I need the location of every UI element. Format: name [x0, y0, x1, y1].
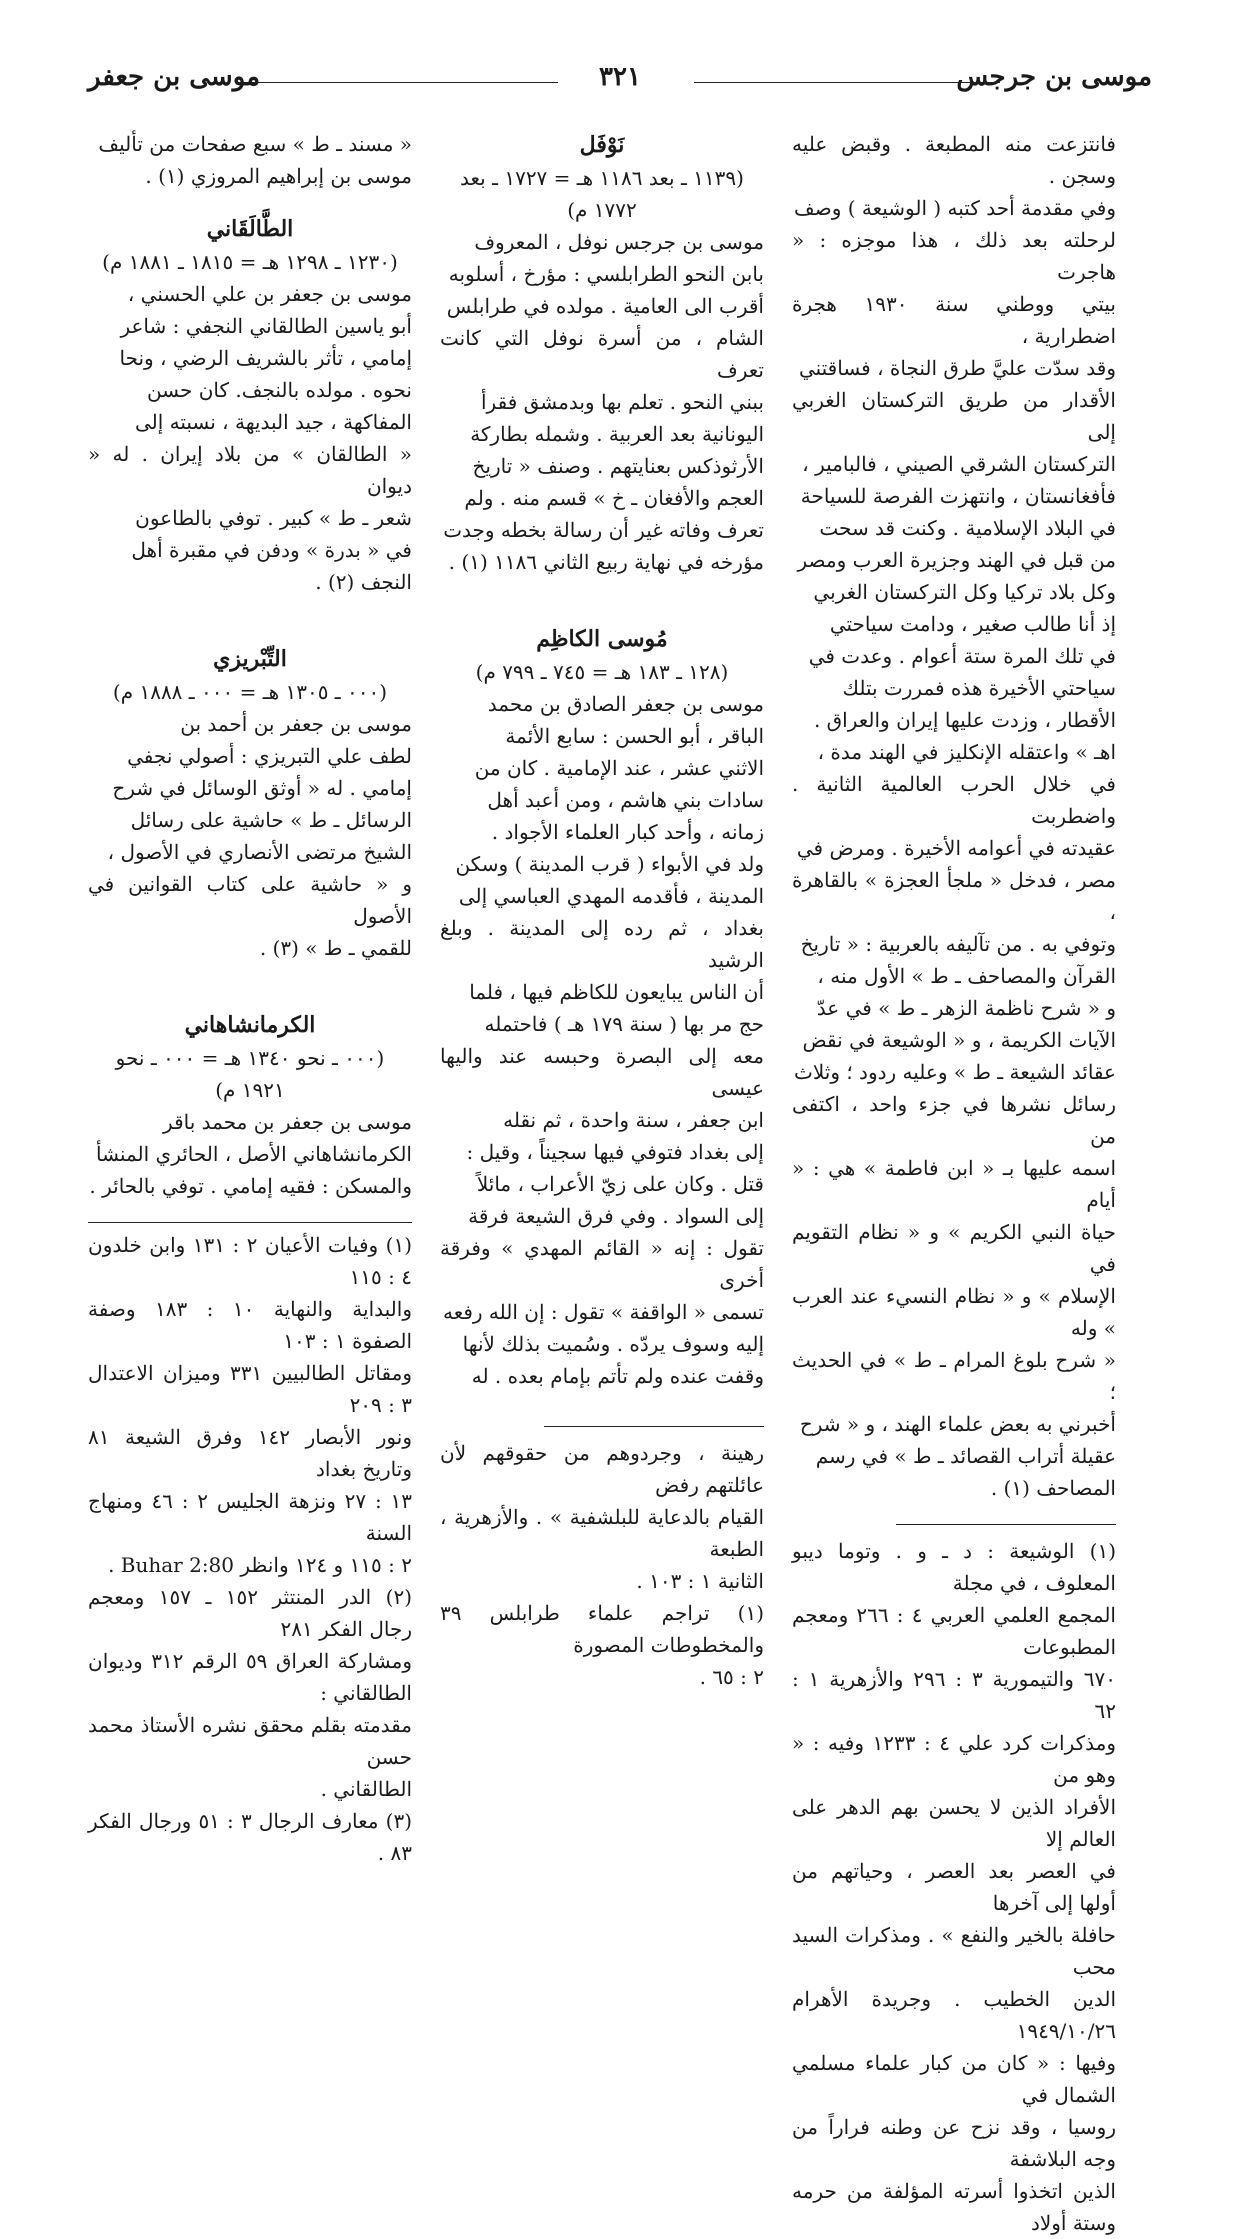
text-line: اهـ » واعتقله الإنكليز في الهند مدة ، [817, 740, 1116, 764]
footnote-line: ومذكرات كرد علي ٤ : ١٢٣٣ وفيه : « وهو من [792, 1731, 1116, 1787]
entry-dates: (٠٠٠ ـ نحو ١٣٤٠ هـ = ٠٠٠ ـ نحو [115, 1046, 385, 1070]
left-footnotes [88, 1222, 412, 1869]
text-line: مصر ، فدخل « ملجأ العجزة » بالقاهرة ، [792, 868, 1116, 924]
footnote-line: (١) الوشيعة : د ـ و . وتوما ديبو المعلوف ، في مجلة [792, 1539, 1116, 1595]
text-line: الأرثوذكس بعنايتهم . وصنف « تاريخ [472, 454, 764, 478]
text-line: المفاكهة ، جيد البديهة ، نسبته إلى [134, 410, 412, 434]
right-footnotes [792, 1535, 1116, 2239]
text-line: أقرب الى العامية . مولده في طرابلس [446, 294, 764, 318]
text-line: اليونانية بعد العربية . وشمله بطاركة [470, 422, 764, 446]
text-line: حج مر بها ( سنة ١٧٩ هـ ) فاحتمله [484, 1012, 764, 1036]
footnote-line: مقدمته بقلم محقق نشره الأستاذ محمد حسن [88, 1713, 412, 1769]
text-line: عقائد الشيعة ـ ط » وعليه ردود ؛ وثلاث [793, 1060, 1116, 1084]
text-line: الشام ، من أسرة نوفل التي كانت تعرف [440, 326, 764, 382]
footnote-line: رهينة ، وجردوهم من حقوقهم لأن عائلتهم رفض [440, 1441, 764, 1497]
text-line: الباقر ، أبو الحسن : سابع الأئمة [505, 724, 764, 748]
text-line: « شرح بلوغ المرام ـ ط » في الحديث ؛ [792, 1348, 1116, 1404]
text-line: « مسند ـ ط » سبع صفحات من تأليف [98, 132, 412, 156]
entry-title: الكرمانشاهاني [184, 1012, 316, 1038]
middle-column [440, 128, 764, 1693]
entry-body [88, 128, 412, 192]
footnote-rule [896, 1524, 1116, 1525]
text-line: في « بدرة » ودفن في مقبرة أهل [131, 538, 412, 562]
text-line: وقفت عنده ولم تأتم بإمام بعده . له [471, 1364, 764, 1388]
text-line: وقد سدّت عليَّ طرق النجاة ، فساقتني [798, 356, 1116, 380]
text-line: إلى بغداد فتوفي فيها سجيناً ، وقيل : [466, 1140, 764, 1164]
entry-body [88, 708, 412, 964]
footnote-line: وفيها : « كان من كبار علماء مسلمي الشمال في [792, 2051, 1116, 2107]
text-line: وتوفي به . من تآليفه بالعربية : « تاريخ [800, 932, 1116, 956]
entry-body [88, 278, 412, 598]
entry-title: الطَّالَقَاني [206, 216, 294, 242]
entry-body [440, 226, 764, 578]
text-line: القرآن والمصاحف ـ ط » الأول منه ، [817, 964, 1116, 988]
text-line: بغداد ، ثم رده إلى المدينة . وبلغ الرشيد [440, 916, 764, 972]
text-line: سياحتي الأخيرة هذه فمررت بتلك [842, 676, 1116, 700]
right-column-body [792, 128, 1116, 1504]
text-line: ابن جعفر ، سنة واحدة ، ثم نقله [503, 1108, 764, 1132]
footnote-line: الأفراد الذين لا يحسن بهم الدهر على العالم إلا [792, 1795, 1116, 1851]
footnote-line: القيام بالدعاية للبلشفية » . والأزهرية ، الطبعة [440, 1505, 764, 1561]
text-line: والمسكن : فقيه إمامي . توفي بالحائر . [89, 1174, 412, 1198]
text-line: لطف علي التبريزي : أصولي نجفي [127, 744, 412, 768]
text-line: الشيخ مرتضى الأنصاري في الأصول ، [107, 840, 412, 864]
footnote-line: ومقاتل الطالبيين ٣٣١ وميزان الاعتدال ٣ : ٢٠٩ [88, 1361, 412, 1417]
header-rule-left [240, 82, 558, 83]
entry-body [440, 688, 764, 1392]
footnote-line: الثانية ١ : ١٠٣ . [636, 1569, 764, 1593]
text-line: موسى بن جعفر الصادق بن محمد [487, 692, 764, 716]
text-line: الأقدار من طريق التركستان الغربي إلى [792, 388, 1116, 444]
text-line: من قبل في الهند وجزيرة العرب ومصر [797, 548, 1116, 572]
text-line: موسى بن جعفر بن محمد باقر [163, 1110, 412, 1134]
entry-title: نَوْفَل [579, 132, 625, 158]
entry-dates: (١١٣٩ ـ بعد ١١٨٦ هـ = ١٧٢٧ ـ بعد [460, 166, 744, 190]
text-line: في تلك المرة ستة أعوام . وعدت في [808, 644, 1116, 668]
text-line: زمانه ، وأحد كبار العلماء الأجواد . [491, 820, 764, 844]
text-line: أخبرني به بعض علماء الهند ، و « شرح [799, 1412, 1116, 1436]
text-line: للقمي ـ ط » (٣) . [259, 936, 412, 960]
page-number: ٣٢١ [599, 62, 641, 92]
text-line: النجف (٢) . [315, 570, 412, 594]
text-line: تعرف وفاته غير أن رسالة بخطه وجدت [443, 518, 764, 542]
text-line: وكل بلاد تركيا وكل التركستان الغربي [813, 580, 1116, 604]
text-line: تسمى « الواقفة » تقول : إن الله رفعه [442, 1300, 764, 1324]
text-line: عقيلة أتراب القصائد ـ ط » في رسم [815, 1444, 1116, 1468]
entry-dates: (١٢٨ ـ ١٨٣ هـ = ٧٤٥ ـ ٧٩٩ م) [475, 660, 729, 684]
text-line: حياة النبي الكريم » و « نظام التقويم في [792, 1220, 1116, 1276]
text-line: الآيات الكريمة ، و « الوشيعة في نقض [802, 1028, 1116, 1052]
entry-dates: (٠٠٠ ـ ١٣٠٥ هـ = ٠٠٠ ـ ١٨٨٨ م) [112, 680, 388, 704]
text-line: موسى بن جرجس نوفل ، المعروف [474, 230, 764, 254]
text-line: معه إلى البصرة وحبسه عند واليها عيسى [440, 1044, 764, 1100]
text-line: الأقطار ، وزدت عليها إيران والعراق . [813, 708, 1116, 732]
text-line: الإسلام » و « نظام النسيء عند العرب » وله [792, 1284, 1116, 1340]
text-line: تقول : إنه « القائم المهدي » وفرقة أخرى [440, 1236, 764, 1292]
text-line: الاثني عشر ، عند الإمامية . كان من [474, 756, 764, 780]
text-line: الرسائل ـ ط » حاشية على رسائل [130, 808, 412, 832]
text-line: و « شرح ناظمة الزهر ـ ط » في عدّ [816, 996, 1116, 1020]
text-line: المصاحف (١) . [990, 1476, 1116, 1500]
entry-dates: (١٢٣٠ ـ ١٢٩٨ هـ = ١٨١٥ ـ ١٨٨١ م) [102, 250, 398, 274]
text-line: إذ أنا طالب صغير ، ودامت سياحتي [829, 612, 1116, 636]
text-line: فأفغانستان ، وانتهزت الفرصة للسياحة [800, 484, 1116, 508]
footnote-line: (١) وفيات الأعيان ٢ : ١٣١ وابن خلدون ٤ : ١١٥ [88, 1233, 413, 1289]
entry-title: مُوسى الكاظِم [536, 626, 668, 652]
text-line: سادات بني هاشم ، ومن أعبد أهل [487, 788, 764, 812]
text-line: في البلاد الإسلامية . وكنت قد سحت [819, 516, 1116, 540]
text-line: نحوه . مولده بالنجف. كان حسن [146, 378, 412, 402]
text-line: و « حاشية على كتاب القوانين في الأصول [88, 872, 412, 928]
right-column [792, 128, 1116, 2239]
footnote-line: (٣) معارف الرجال ٣ : ٥١ ورجال الفكر ٨٣ . [88, 1809, 412, 1865]
text-line: فانتزعت منه المطبعة . وقبض عليه وسجن . [792, 132, 1116, 188]
text-line: لرحلته بعد ذلك ، هذا موجزه : « هاجرت [792, 228, 1116, 284]
text-line: بيتي ووطني سنة ١٩٣٠ هجرة اضطرارية ، [792, 292, 1116, 348]
text-line: أبو ياسين الطالقاني النجفي : شاعر [120, 314, 412, 338]
footnote-line: الذين اتخذوا أسرته المؤلفة من حرمه وستة أولاد [792, 2179, 1116, 2235]
text-line: بابن النحو الطرابلسي : مؤرخ ، أسلوبه [448, 262, 764, 286]
text-line: العجم والأفغان ـ خ » قسم منه . ولم [464, 486, 764, 510]
middle-footnotes [440, 1597, 764, 1693]
footnote-line: حافلة بالخير والنفع » . ومذكرات السيد محب [792, 1923, 1116, 1979]
entry-title: التِّبْريزي [213, 646, 287, 672]
footnote-line: (١) تراجم علماء طرابلس ٣٩ والمخطوطات المصورة [440, 1601, 764, 1657]
text-line: في خلال الحرب العالمية الثانية . واضطربت [792, 772, 1116, 828]
text-line: مؤرخه في نهاية ربيع الثاني ١١٨٦ (١) . [448, 550, 764, 574]
text-line: موسى بن جعفر بن أحمد بن [180, 712, 412, 736]
text-line: إليه وسوف يردّه . وسُميت بذلك لأنها [462, 1332, 764, 1356]
text-line: ببني النحو . تعلم بها وبدمشق فقرأ [481, 390, 764, 414]
footnote-line: في العصر بعد العصر ، وحياتهم من أولها إلى آخرها [792, 1859, 1116, 1915]
entry-dates: ١٩٢١ م) [215, 1078, 285, 1102]
running-head-left: موسى بن جعفر [88, 62, 261, 92]
left-column [88, 128, 412, 1869]
page-header [88, 62, 1152, 98]
footnote-line: والبداية والنهاية ١٠ : ١٨٣ وصفة الصفوة ١ : ١٠٣ [88, 1297, 412, 1353]
footnote-line: ونور الأبصار ١٤٢ وفرق الشيعة ٨١ وتاريخ بغداد [88, 1425, 412, 1481]
text-line: شعر ـ ط » كبير . توفي بالطاعون [135, 506, 412, 530]
text-line: وفي مقدمة أحد كتبه ( الوشيعة ) وصف [794, 196, 1116, 220]
footnote-continuation [440, 1437, 764, 1597]
footnote-line: ٦٧٠ والتيمورية ٣ : ٢٩٦ والأزهرية ١ : ٦٢ [792, 1667, 1116, 1723]
text-line: رسائل نشرها في جزء واحد ، اكتفى من [792, 1092, 1116, 1148]
running-head-right: موسى بن جرجس [956, 62, 1152, 92]
text-line: إمامي ، تأثر بالشريف الرضي ، ونحا [119, 346, 412, 370]
footnote-line: ٢ : ١١٥ و ١٢٤ وانظر Buhar 2:80 . [108, 1553, 412, 1577]
footnote-line: المجمع العلمي العربي ٤ : ٢٦٦ ومعجم المطبوعات [792, 1603, 1116, 1659]
entry-dates: ١٧٧٢ م) [567, 198, 637, 222]
text-line: المدينة ، فأقدمه المهدي العباسي إلى [458, 884, 764, 908]
text-line: قتل . وكان على زيّ الأعراب ، مائلاً [476, 1172, 764, 1196]
text-line: « الطالقان » من بلاد إيران . له « ديوان [88, 442, 412, 498]
text-line: موسى بن إبراهيم المروزي (١) . [145, 164, 412, 188]
header-rule-right [694, 82, 1000, 83]
footnote-line: (٢) الدر المنتثر ١٥٢ ـ ١٥٧ ومعجم رجال الفكر ٢٨١ [88, 1585, 412, 1641]
text-line: موسى بن جعفر بن علي الحسني ، [127, 282, 412, 306]
text-line: اسمه عليها بـ « ابن فاطمة » هي : « أيام [792, 1156, 1116, 1212]
footnote-line: الدين الخطيب . وجريدة الأهرام ١٩٤٩/١٠/٢٦ [792, 1987, 1116, 2043]
footnote-line: ١٣ : ٢٧ ونزهة الجليس ٢ : ٤٦ ومنهاج السنة [88, 1489, 412, 1545]
footnote-line: ٢ : ٦٥ . [699, 1665, 764, 1689]
text-line: ولد في الأبواء ( قرب المدينة ) وسكن [455, 852, 764, 876]
entry-body [88, 1106, 412, 1202]
text-line: إلى السواد . وفي فرق الشيعة فرقة [468, 1204, 764, 1228]
text-line: أن الناس يبايعون للكاظم فيها ، فلما [469, 980, 764, 1004]
text-line: الكرمانشاهاني الأصل ، الحائري المنشأ [96, 1142, 412, 1166]
text-line: عقيدته في أعوامه الأخيرة . ومرض في [796, 836, 1116, 860]
footnote-line: الطالقاني . [320, 1777, 412, 1801]
footnote-line: ومشاركة العراق ٥٩ الرقم ٣١٢ وديوان الطالقاني : [88, 1649, 412, 1705]
text-line: إمامي . له « أوثق الوسائل في شرح [112, 776, 412, 800]
text-line: التركستان الشرقي الصيني ، فالبامير ، [802, 452, 1116, 476]
footnote-line: روسيا ، وقد نزح عن وطنه فراراً من وجه البلاشفة [792, 2115, 1116, 2171]
footnote-rule [544, 1426, 764, 1427]
